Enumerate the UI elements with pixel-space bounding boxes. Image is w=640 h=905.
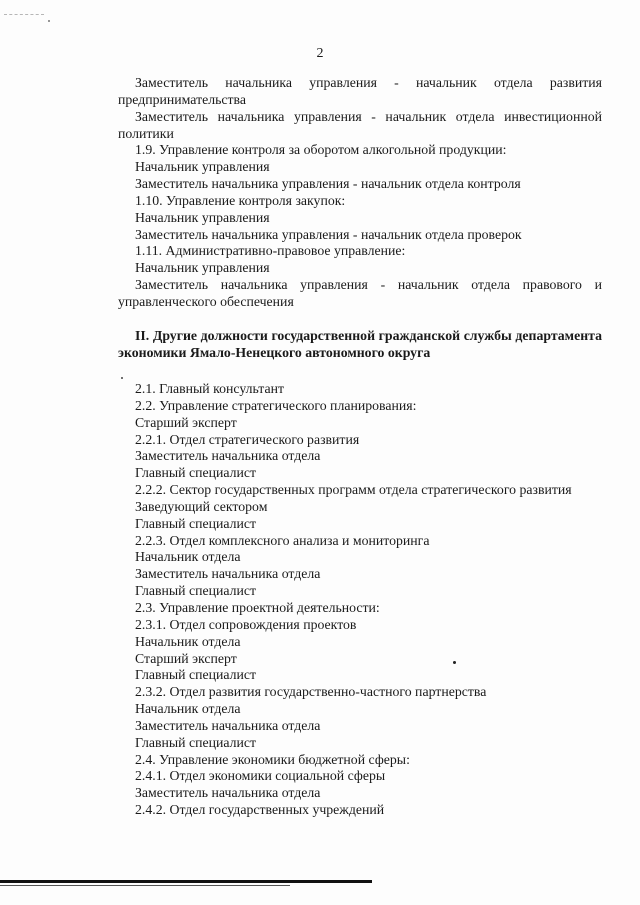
list-item: Старший эксперт [135,414,237,430]
list-item: Заведующий сектором [135,498,268,514]
scan-artifact [4,14,44,21]
list-item: Начальник управления [135,159,270,175]
list-item: Главный специалист [135,667,257,683]
list-item: 1.9. Управление контроля за оборотом алкогольной продукции: [135,142,507,158]
list-item: 2.3.1. Отдел сопровождения проектов [135,616,357,632]
page-number: 2 [316,46,324,61]
list-item: Начальник управления [135,260,270,276]
list-item: 2.1. Главный консультант [135,381,284,396]
list-item: Начальник отдела [135,633,241,649]
scan-edge-line [0,885,290,886]
section-heading: II. Другие должности государственной гражданской службы департамента экономики Ямало-Ненецкого автономного округа [118,328,602,360]
list-item: Заместитель начальника отдела [135,448,321,464]
list-item: 2.4. Управление экономики бюджетной сферы: [135,751,410,767]
list-item: 2.4.2. Отдел государственных учреждений [135,802,385,818]
positions-list-section-1 [118,75,602,311]
list-item: Заместитель начальника отдела [135,566,321,582]
list-item: 1.11. Административно-правовое управление: [135,243,406,259]
list-item: Главный специалист [135,583,257,599]
scan-speck [48,20,50,22]
list-item: Заместитель начальника управления - начальник отдела контроля [135,176,521,192]
list-item: Заместитель начальника управления - начальник отдела правового и управленческого обеспечения [118,277,602,309]
scan-speck [121,377,123,379]
list-item: Заместитель начальника отдела [135,717,321,733]
list-item: Заместитель начальника отдела [135,785,321,801]
list-item: 2.2.1. Отдел стратегического развития [135,431,360,447]
list-item: Главный специалист [135,734,257,750]
list-item: Старший эксперт [135,650,237,666]
list-item: 2.2. Управление стратегического планирования: [135,397,417,413]
list-item: 2.4.1. Отдел экономики социальной сферы [135,768,386,784]
scan-edge-line [0,880,372,883]
list-item: 2.2.3. Отдел комплексного анализа и мониторинга [135,532,430,548]
list-item: Заместитель начальника управления - начальник отдела проверок [135,226,522,242]
list-item: Начальник отдела [135,701,241,717]
list-item: 1.10. Управление контроля закупок: [135,192,346,208]
positions-list-section-2 [118,381,602,819]
list-item: 2.3. Управление проектной деятельности: [135,599,380,615]
list-item: Начальник отдела [135,549,241,565]
list-item: Заместитель начальника управления - начальник отдела инвестиционной политики [118,108,602,141]
list-item: 2.2.2. Сектор государственных программ отдела стратегического развития [135,482,572,498]
list-item: Начальник управления [135,209,270,225]
list-item: Заместитель начальника управления - начальник отдела развития предпринимательства [118,75,602,107]
list-item: Главный специалист [135,465,257,481]
list-item: Главный специалист [135,515,257,531]
list-item: 2.3.2. Отдел развития государственно-частного партнерства [135,684,487,700]
